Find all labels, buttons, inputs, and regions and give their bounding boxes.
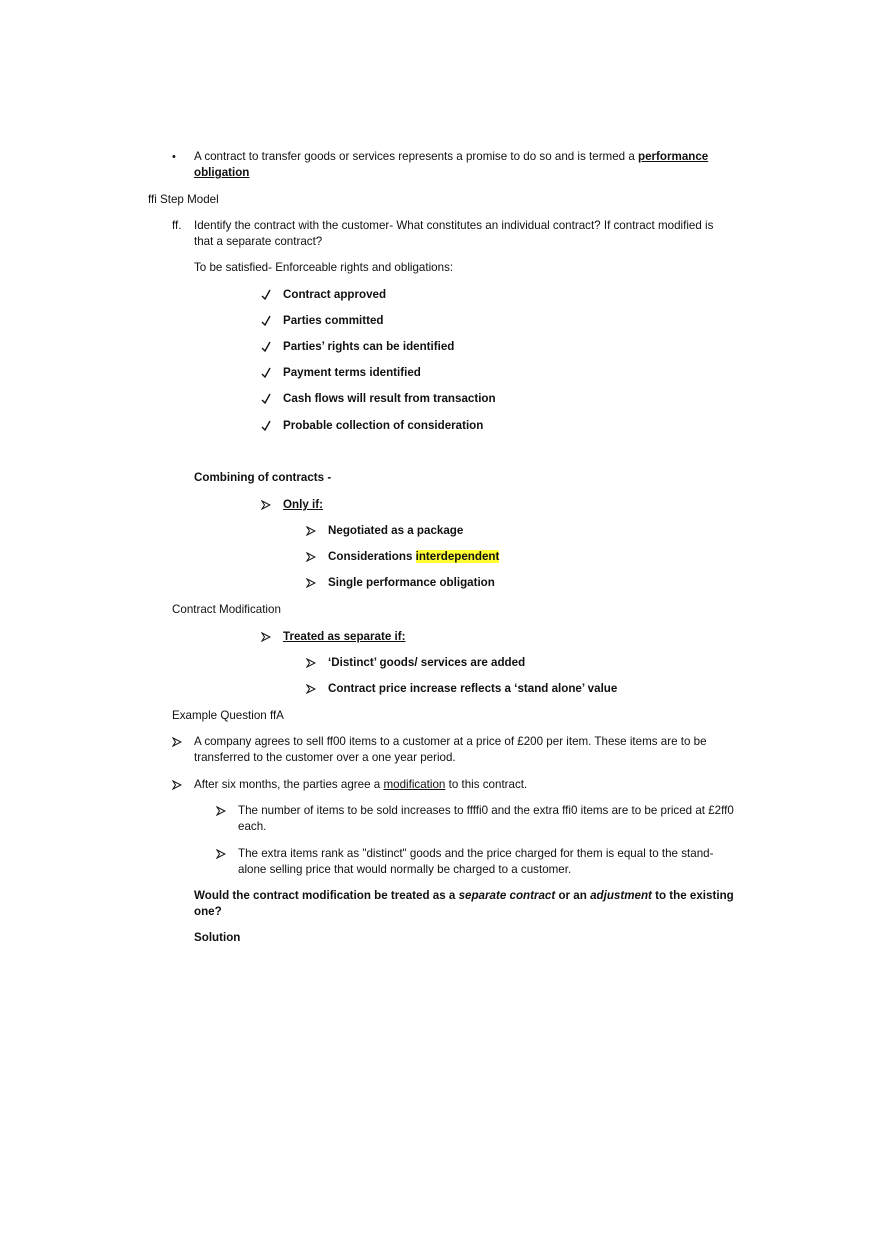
- arrow-bullet-icon: [172, 737, 182, 747]
- step1-line1: Identify the contract with the customer- What constitutes an individual contract? If contract modified is: [194, 219, 714, 232]
- question-mid: or an: [558, 889, 587, 902]
- checkmark-icon: [261, 367, 271, 379]
- question-term-separate: separate contract: [458, 889, 556, 902]
- combining-item: Single performance obligation: [328, 576, 495, 589]
- bullet-dot: •: [172, 151, 176, 163]
- highlighted-term: interdependent: [415, 550, 500, 563]
- arrow-bullet-icon: [216, 806, 226, 816]
- arrow-bullet-icon: [306, 552, 316, 562]
- checkmark-icon: [261, 315, 271, 327]
- intro-text: A contract to transfer goods or services represents a promise to do so and is termed a: [194, 150, 635, 163]
- example-p2: [194, 777, 527, 793]
- question-line1: [194, 888, 734, 904]
- combining-item: Negotiated as a package: [328, 524, 464, 537]
- checkmark-icon: [261, 420, 271, 432]
- arrow-bullet-icon: [216, 849, 226, 859]
- step-number: ff.: [172, 219, 182, 232]
- checkmark-icon: [261, 393, 271, 405]
- example-p1-line1: A company agrees to sell ff00 items to a customer at a price of £200 per item. These items are to be: [194, 735, 707, 748]
- arrow-bullet-icon: [306, 526, 316, 536]
- example-s1-line2: each.: [238, 820, 267, 833]
- modification-term: modification: [383, 778, 446, 791]
- treated-label: Treated as separate if:: [283, 630, 406, 643]
- example-p1-line2: transferred to the customer over a one year period.: [194, 751, 456, 764]
- example-p2-prefix: After six months, the parties agree a: [194, 778, 381, 791]
- modification-title: Contract Modification: [172, 603, 281, 616]
- combining-title: Combining of contracts -: [194, 471, 332, 484]
- satisfied-line: To be satisfied- Enforceable rights and obligations:: [194, 261, 454, 274]
- arrow-bullet-icon: [261, 632, 271, 642]
- question-prefix: Would the contract modification be treated as a: [194, 889, 456, 902]
- combining-item: [328, 549, 499, 565]
- intro-bullet-line1: [194, 149, 708, 165]
- example-s1-line1: The number of items to be sold increases to ffffi0 and the extra ffi0 items are to be priced at £2ff0: [238, 804, 734, 817]
- question-term-adjustment: adjustment: [590, 889, 652, 902]
- arrow-bullet-icon: [306, 578, 316, 588]
- arrow-bullet-icon: [172, 780, 182, 790]
- step1-line2: that a separate contract?: [194, 235, 323, 248]
- arrow-bullet-icon: [306, 658, 316, 668]
- checkmark-icon: [261, 341, 271, 353]
- arrow-bullet-icon: [306, 684, 316, 694]
- example-p2-suffix: to this contract.: [448, 778, 528, 791]
- example-s2-line2: alone selling price that would normally be charged to a customer.: [238, 863, 572, 876]
- check-item: Cash flows will result from transaction: [283, 392, 496, 405]
- section-heading: ffi Step Model: [148, 193, 219, 206]
- intro-term-performance: performance: [638, 150, 709, 163]
- question-line2: one?: [194, 905, 222, 918]
- example-title: Example Question ffA: [172, 709, 284, 722]
- only-if-label: Only if:: [283, 498, 323, 511]
- check-item: Probable collection of consideration: [283, 419, 484, 432]
- modification-item: Contract price increase reflects a ‘stand alone’ value: [328, 682, 618, 695]
- arrow-bullet-icon: [261, 500, 271, 510]
- question-suffix: to the existing: [655, 889, 734, 902]
- checkmark-icon: [261, 289, 271, 301]
- example-s2-line1: The extra items rank as "distinct" goods and the price charged for them is equal to the stand-: [238, 847, 714, 860]
- intro-term-obligation: obligation: [194, 166, 250, 179]
- check-item: Parties’ rights can be identified: [283, 340, 455, 353]
- combining-item-text: Considerations: [328, 550, 413, 563]
- check-item: Contract approved: [283, 288, 387, 301]
- solution-label: Solution: [194, 931, 241, 944]
- check-item: Payment terms identified: [283, 366, 421, 379]
- modification-item: ‘Distinct’ goods/ services are added: [328, 656, 526, 669]
- check-item: Parties committed: [283, 314, 384, 327]
